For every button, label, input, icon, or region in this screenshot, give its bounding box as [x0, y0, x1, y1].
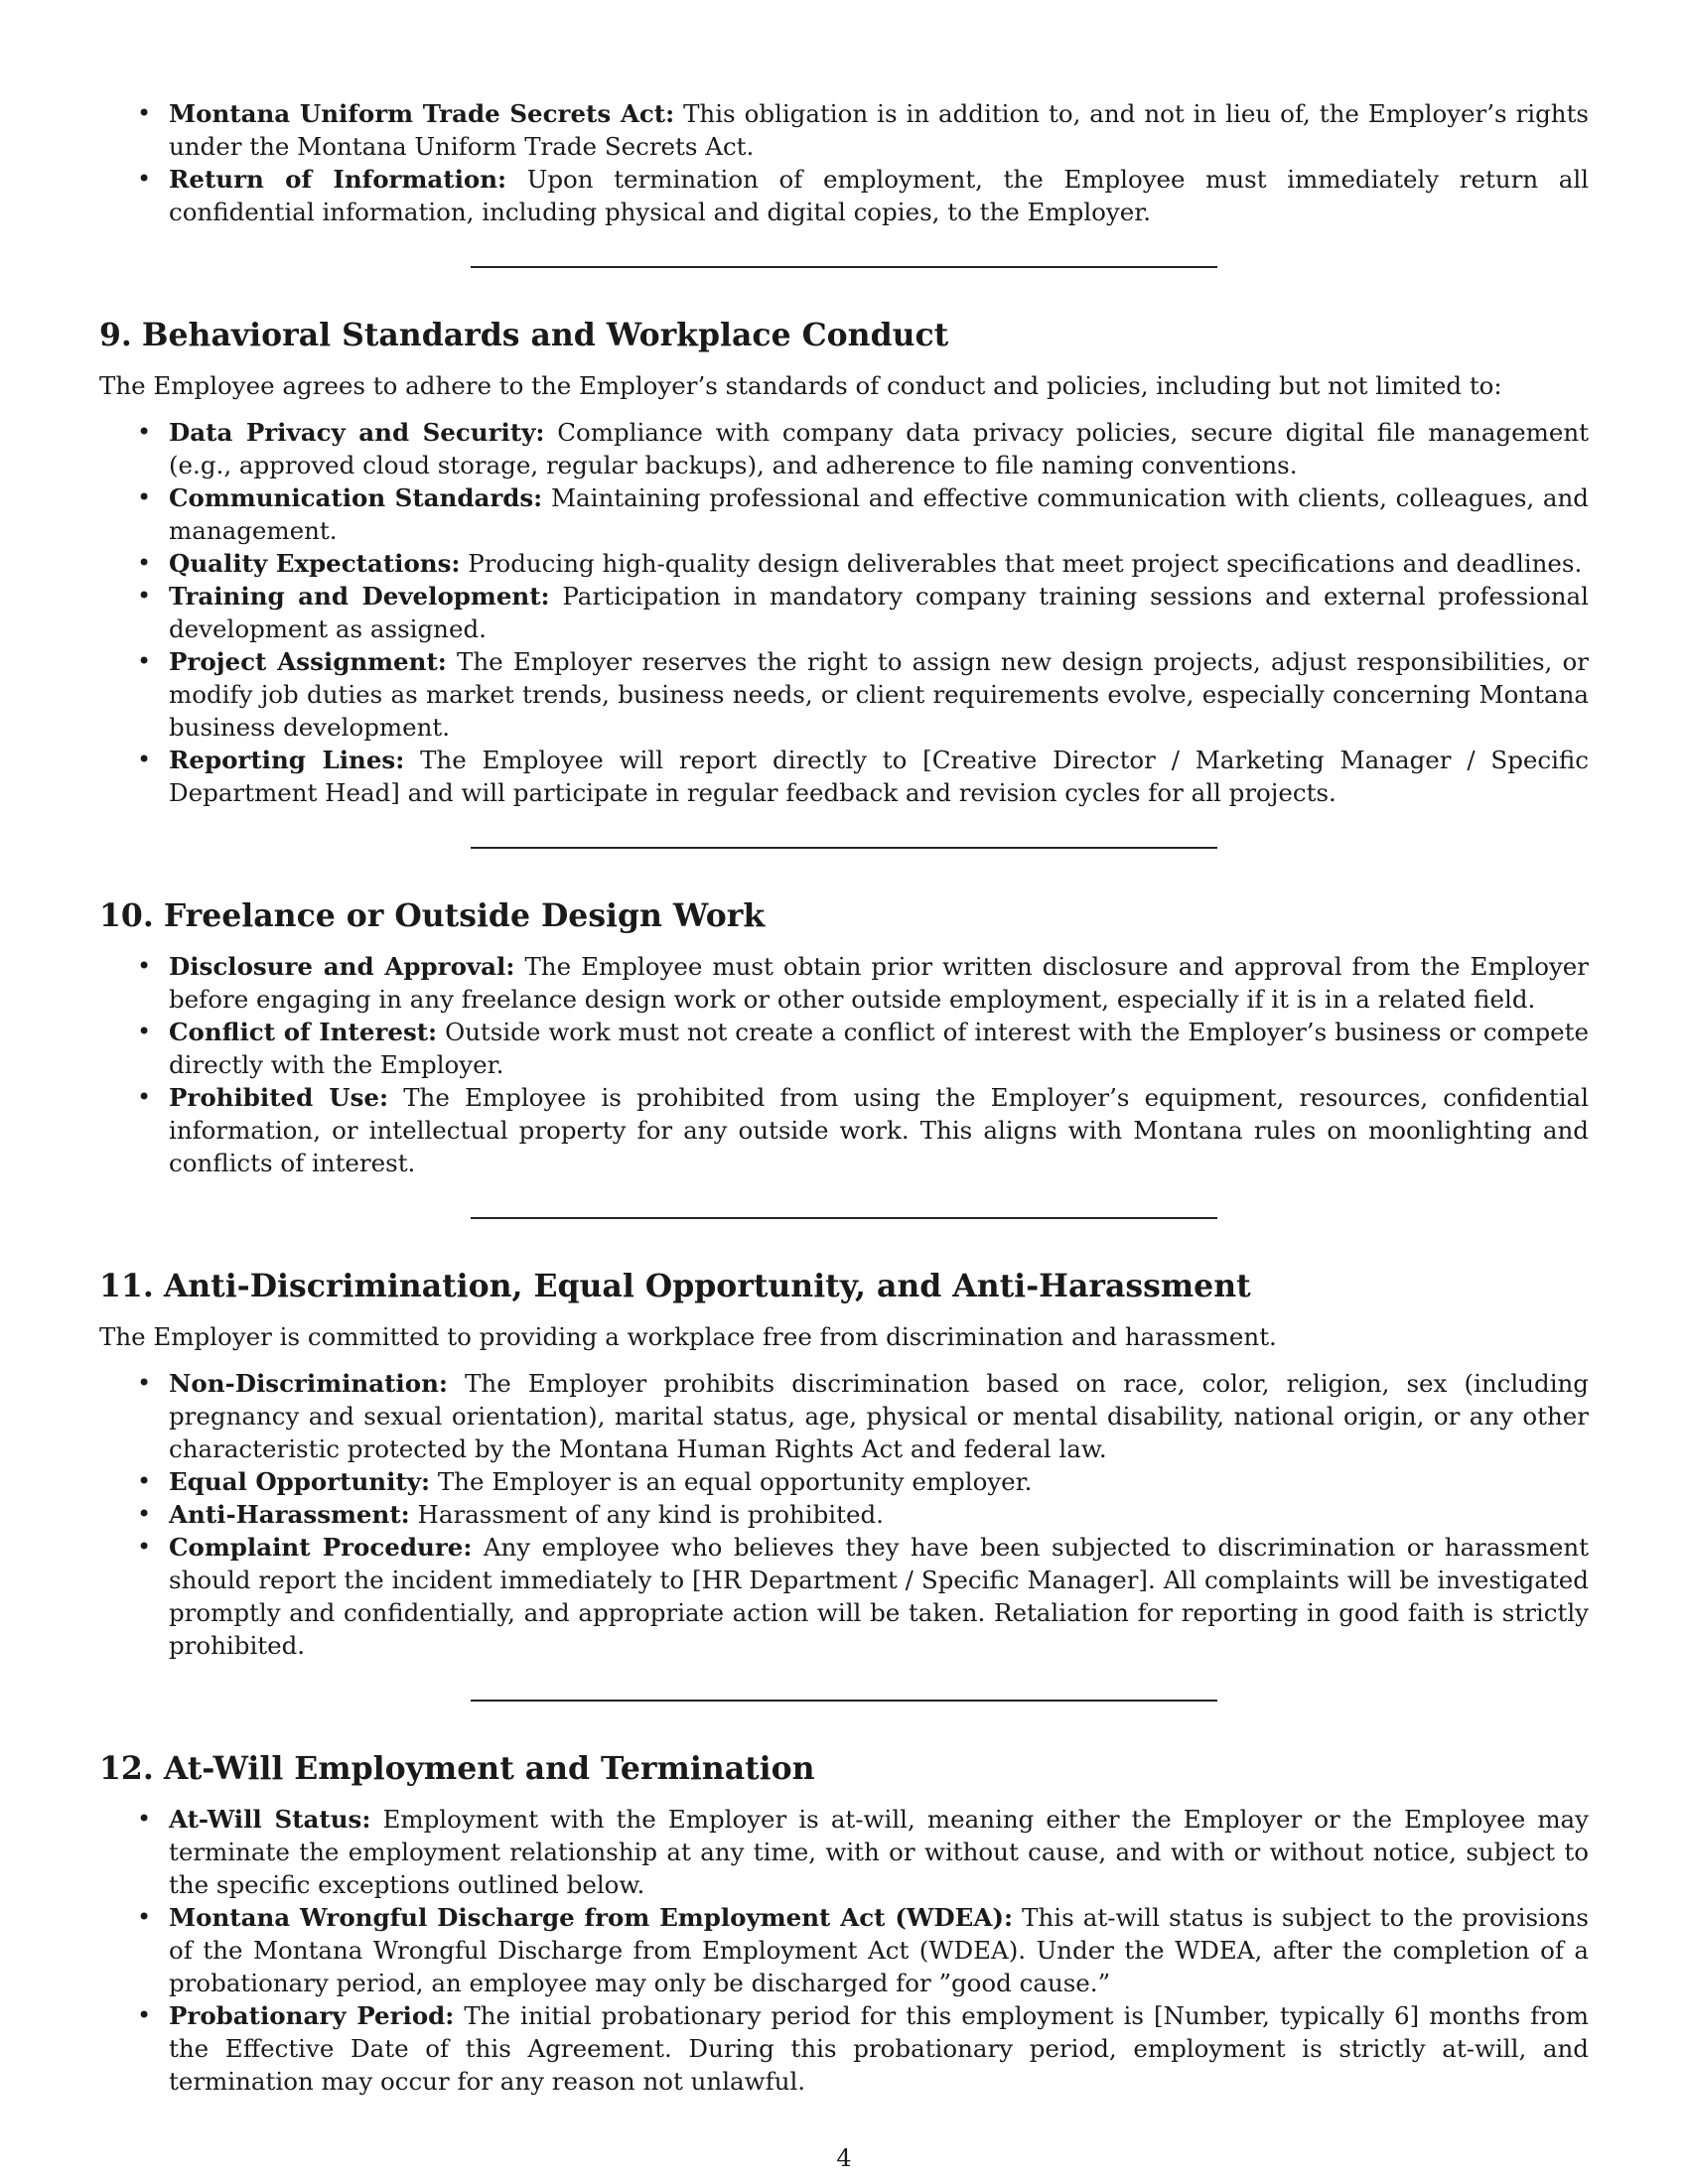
list-item: [99, 1901, 1589, 1999]
item-text: The Employee is prohibited from using the Employer’s equipment, resources, confidential information, or intellectual property for any outside work. This aligns with Montana rules on moonlighting and conflicts of interest.: [169, 1083, 1589, 1177]
item-text: The Employee will report directly to [Creative Director / Marketing Manager / Specific Department Head] and will participate in regular feedback and revision cycles for all projects.: [169, 746, 1589, 807]
item-term: Equal Opportunity:: [169, 1467, 431, 1496]
section-title: Behavioral Standards and Workplace Conduct: [141, 317, 949, 353]
section-list: [99, 950, 1589, 1179]
item-text: Compliance with company data privacy policies, secure digital file management (e.g., approved cloud storage, regular backups), and adherence to file naming conventions.: [169, 418, 1589, 479]
section-list: [99, 1367, 1589, 1662]
item-text: This at-will status is subject to the provisions of the Montana Wrongful Discharge from Employment Act (WDEA). Under the WDEA, after the completion of a probationary period, an employee may only be discharged for ”good cause.”: [169, 1903, 1589, 1997]
section-divider: [471, 1700, 1217, 1702]
item-term: Probationary Period:: [169, 2001, 455, 2030]
item-text: Maintaining professional and effective communication with clients, colleagues, and management.: [169, 483, 1589, 545]
carryover-list: [99, 97, 1589, 228]
section-title: Anti-Discrimination, Equal Opportunity, and Anti-Harassment: [163, 1268, 1251, 1304]
item-text: The Employer is an equal opportunity employer.: [437, 1467, 1033, 1496]
section-intro: The Employee agrees to adhere to the Employer’s standards of conduct and policies, including but not limited to:: [99, 371, 1502, 400]
section-divider: [471, 1217, 1217, 1219]
item-term: Prohibited Use:: [169, 1083, 388, 1112]
page-number: 4: [836, 2144, 852, 2172]
item-term: Montana Wrongful Discharge from Employment Act (WDEA):: [169, 1903, 1013, 1932]
item-text: Employment with the Employer is at-will, meaning either the Employer or the Employee may terminate the employment relationship at any time, with or without cause, and with or without notice, subject to the specific exceptions outlined below.: [169, 1805, 1589, 1899]
item-term: Quality Expectations:: [169, 549, 461, 578]
list-item: [99, 481, 1589, 547]
list-item: [99, 645, 1589, 744]
section-heading: [99, 1267, 1589, 1306]
item-term: Return of Information:: [169, 165, 507, 194]
list-item: [99, 1465, 1589, 1498]
item-term: Reporting Lines:: [169, 746, 405, 774]
list-item: [99, 1999, 1589, 2098]
section-heading: [99, 896, 1589, 936]
document-page: [99, 97, 1589, 2098]
section-heading: [99, 1749, 1589, 1789]
list-item: [99, 416, 1589, 481]
section-heading: [99, 316, 1589, 355]
list-item: [99, 1803, 1589, 1901]
item-text: Harassment of any kind is prohibited.: [417, 1500, 884, 1529]
list-item: [99, 1367, 1589, 1465]
item-term: Training and Development:: [169, 582, 550, 611]
section-number: 10.: [99, 897, 154, 934]
list-item: [99, 97, 1589, 163]
list-item: [99, 744, 1589, 809]
item-term: Data Privacy and Security:: [169, 418, 545, 447]
list-item: [99, 1498, 1589, 1531]
section-list: [99, 416, 1589, 809]
item-text: The Employer prohibits discrimination based on race, color, religion, sex (including pregnancy and sexual orientation), marital status, age, physical or mental disability, national origin, or any other characteristic protected by the Montana Human Rights Act and federal law.: [169, 1369, 1589, 1463]
item-term: Montana Uniform Trade Secrets Act:: [169, 99, 675, 128]
list-item: [99, 547, 1589, 580]
item-text: The Employee must obtain prior written disclosure and approval from the Employer before engaging in any freelance design work or other outside employment, especially if it is in a related field.: [169, 952, 1589, 1014]
list-item: [99, 580, 1589, 645]
item-term: Project Assignment:: [169, 647, 447, 676]
section-intro: The Employer is committed to providing a workplace free from discrimination and harassment.: [99, 1322, 1277, 1351]
section-number: 9.: [99, 317, 132, 353]
item-text: Upon termination of employment, the Employee must immediately return all confidential information, including physical and digital copies, to the Employer.: [169, 165, 1589, 226]
section-title: Freelance or Outside Design Work: [163, 897, 766, 934]
list-item: [99, 163, 1589, 228]
item-text: This obligation is in addition to, and not in lieu of, the Employer’s rights under the Montana Uniform Trade Secrets Act.: [169, 99, 1589, 161]
section-number: 12.: [99, 1750, 154, 1787]
item-term: Conflict of Interest:: [169, 1018, 438, 1046]
item-text: The Employer reserves the right to assign new design projects, adjust responsibilities, or modify job duties as market trends, business needs, or client requirements evolve, especially concerning Montana business development.: [169, 647, 1589, 742]
list-item: [99, 1016, 1589, 1081]
item-text: The initial probationary period for this employment is [Number, typically 6] months from the Effective Date of this Agreement. During this probationary period, employment is strictly at-will, and termination may occur for any reason not unlawful.: [169, 2001, 1589, 2096]
item-term: Complaint Procedure:: [169, 1533, 473, 1562]
item-text: Outside work must not create a conflict of interest with the Employer’s business or compete directly with the Employer.: [169, 1018, 1589, 1079]
list-item: [99, 950, 1589, 1016]
item-text: Participation in mandatory company training sessions and external professional development as assigned.: [169, 582, 1589, 643]
section-title: At-Will Employment and Termination: [163, 1750, 815, 1787]
item-term: At-Will Status:: [169, 1805, 371, 1834]
section-divider: [471, 266, 1217, 268]
item-term: Disclosure and Approval:: [169, 952, 515, 981]
list-item: [99, 1531, 1589, 1662]
item-term: Communication Standards:: [169, 483, 543, 512]
section-number: 11.: [99, 1268, 154, 1304]
item-term: Non-Discrimination:: [169, 1369, 448, 1398]
section-divider: [471, 847, 1217, 849]
item-text: Producing high-quality design deliverables that meet project specifications and deadlines.: [468, 549, 1583, 578]
section-list: [99, 1803, 1589, 2098]
item-text: Any employee who believes they have been subjected to discrimination or harassment should report the incident immediately to [HR Department / Specific Manager]. All complaints will be investigated promptly and confidentially, and appropriate action will be taken. Retaliation for reporting in good faith is strictly prohibited.: [169, 1533, 1589, 1660]
list-item: [99, 1081, 1589, 1179]
item-term: Anti-Harassment:: [169, 1500, 410, 1529]
